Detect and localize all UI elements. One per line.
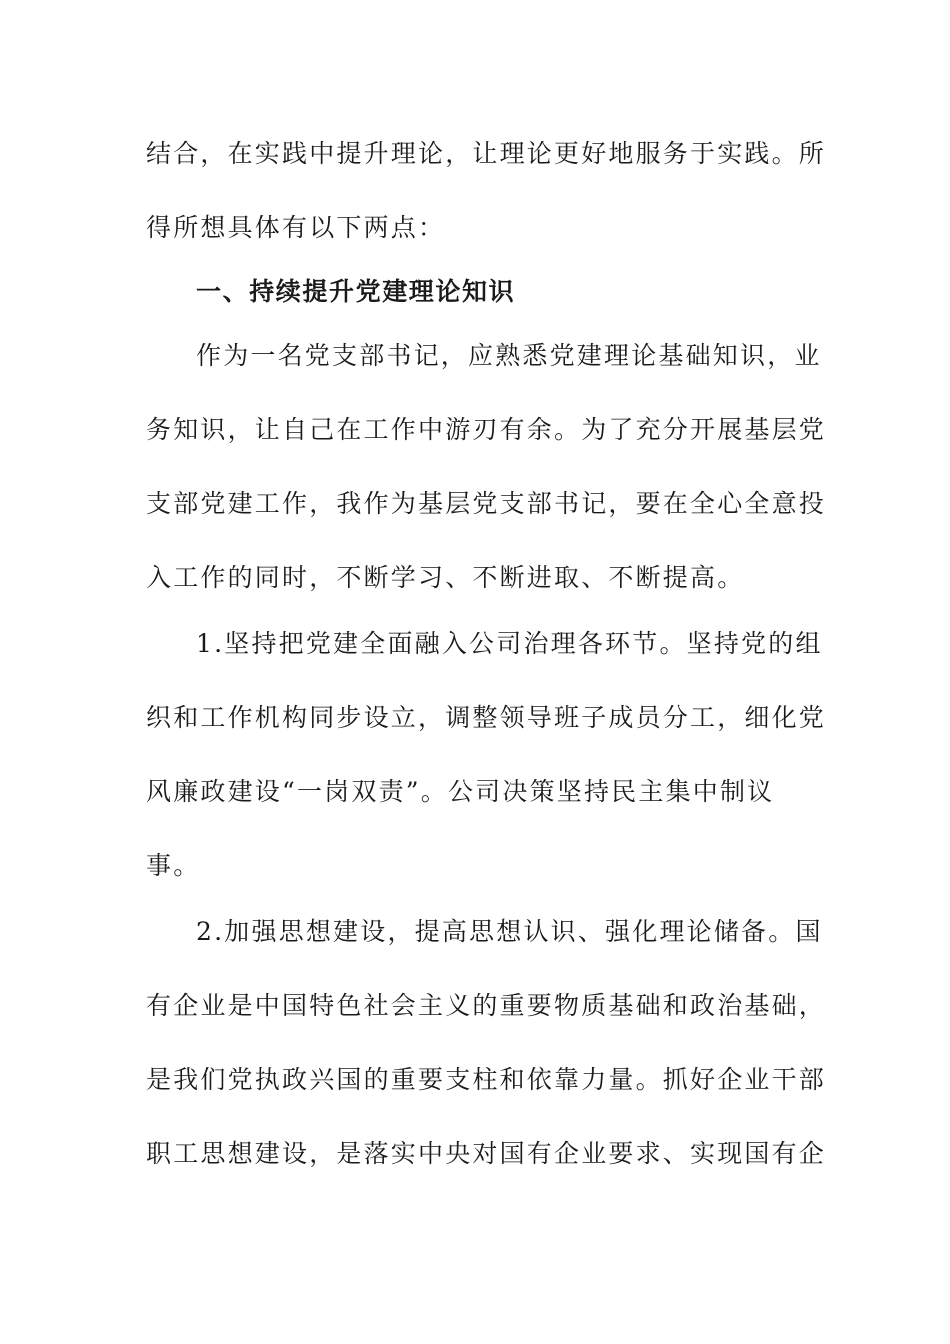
text-line: 入工作的同时，不断学习、不断进取、不断提高。	[146, 563, 745, 592]
text-line: 织和工作机构同步设立，调整领导班子成员分工，细化党	[146, 703, 827, 732]
text-line: 务知识，让自己在工作中游刃有余。为了充分开展基层党	[146, 415, 827, 444]
text-line: 2.加强思想建设，提高思想认识、强化理论储备。国	[196, 917, 823, 946]
section-heading: 一、持续提升党建理论知识	[196, 277, 516, 306]
text-line: 职工思想建设，是落实中央对国有企业要求、实现国有企	[146, 1139, 827, 1168]
text-line: 得所想具体有以下两点：	[146, 213, 446, 242]
text-line: 1.坚持把党建全面融入公司治理各环节。坚持党的组	[196, 629, 823, 658]
text-line: 支部党建工作，我作为基层党支部书记，要在全心全意投	[146, 489, 827, 518]
text-line: 事。	[146, 851, 201, 880]
text-line: 是我们党执政兴国的重要支柱和依靠力量。抓好企业干部	[146, 1065, 827, 1094]
text-line: 风廉政建设“一岗双责”。公司决策坚持民主集中制议	[146, 777, 775, 806]
text-line: 有企业是中国特色社会主义的重要物质基础和政治基础，	[146, 991, 827, 1020]
text-line: 作为一名党支部书记，应熟悉党建理论基础知识，业	[196, 341, 822, 370]
text-line: 结合，在实践中提升理论，让理论更好地服务于实践。所	[146, 139, 827, 168]
